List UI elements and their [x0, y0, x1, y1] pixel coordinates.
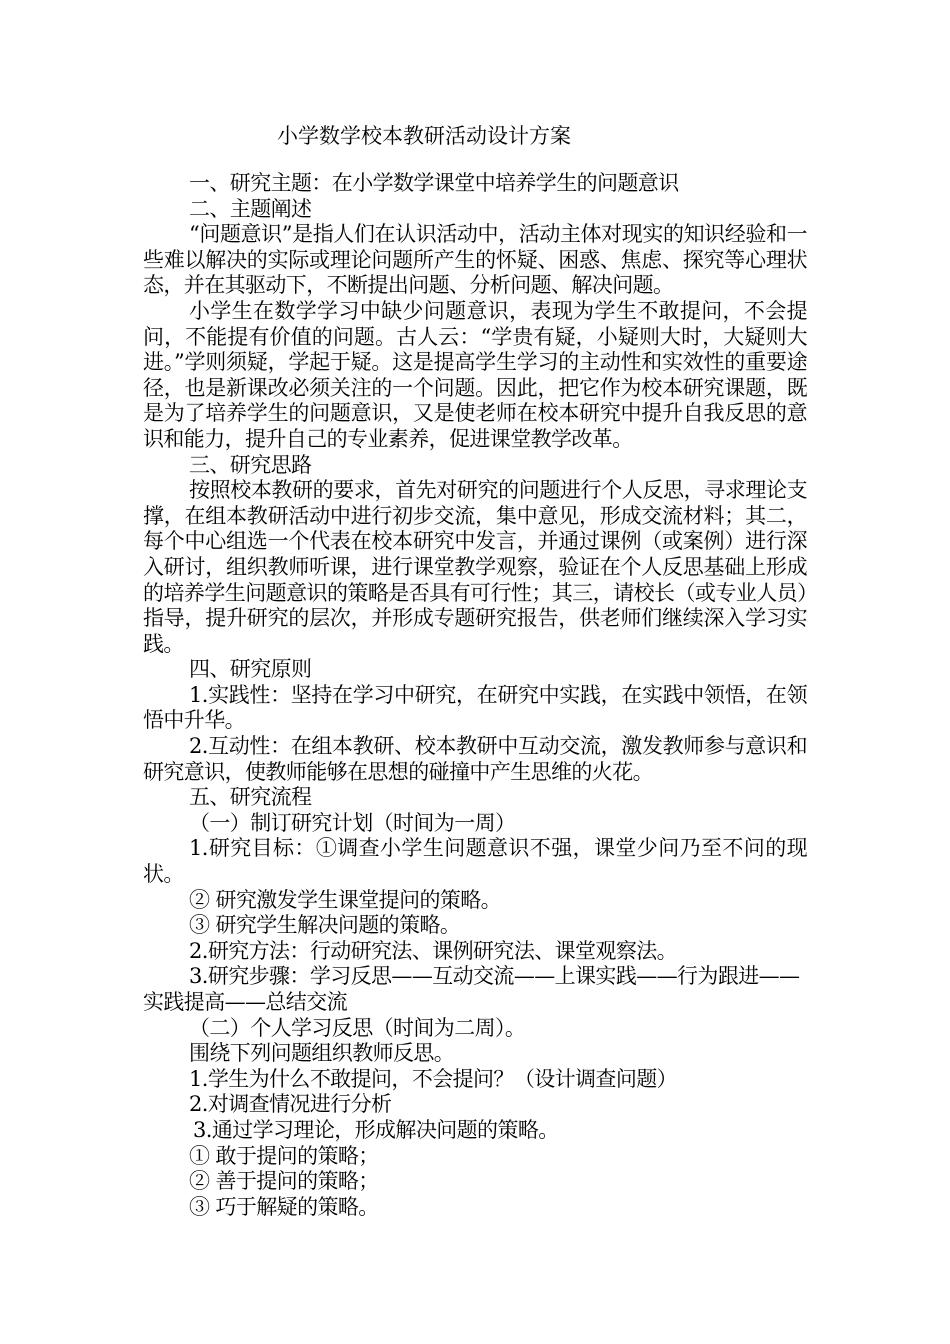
- research-goal-item-3: ③ 研究学生解决问题的策略。: [189, 913, 461, 938]
- research-goal-item-2: ② 研究激发学生课堂提问的策略。: [189, 887, 502, 912]
- research-methods: 2.研究方法：行动研究法、课例研究法、课堂观察法。: [189, 938, 678, 963]
- strategy-item-2: ② 善于提问的策略；: [189, 1169, 379, 1194]
- heading-theme-elaboration: 二、主题阐述: [189, 196, 312, 221]
- principle-interactivity: 2.互动性：在组本教研、校本教研中互动交流，激发教师参与意识和研究意识，使教师能够在思想的碰撞中产生思维的火花。: [143, 734, 807, 784]
- heading-research-approach: 三、研究思路: [189, 452, 312, 477]
- heading-research-principles: 四、研究原则: [189, 657, 312, 682]
- reflection-question-3: 3.通过学习理论，形成解决问题的策略。: [193, 1117, 559, 1142]
- paragraph-research-approach: 按照校本教研的要求，首先对研究的问题进行个人反思，寻求理论支撑，在组本教研活动中进行初步交流，集中意见，形成交流材料；其二，每个中心组选一个代表在校本研究中发言，并通过课例（或案例）进行深入研讨，组织教师听课，进行课堂教学观察，验证在个人反思基础上形成的培养学生问题意识的策略是否具有可行性；其三，请校长（或专业人员）指导，提升研究的层次，并形成专题研究报告，供老师们继续深入学习实践。: [143, 478, 807, 656]
- research-goal: 1.研究目标：①调查小学生问题意识不强，课堂少问乃至不问的现状。: [143, 836, 807, 887]
- reflection-question-2: 2.对调查情况进行分析: [189, 1092, 392, 1117]
- document-body: [143, 171, 807, 1220]
- strategy-item-1: ① 敢于提问的策略；: [189, 1143, 379, 1168]
- research-steps: 3.研究步骤：学习反思——互动交流——上课实践——行为跟进——实践提高——总结交流: [143, 964, 800, 1014]
- reflection-question-1: 1.学生为什么不敢提问，不会提问？（设计调查问题）: [189, 1066, 678, 1091]
- heading-research-topic: 一、研究主题：在小学数学课堂中培养学生的问题意识: [189, 171, 679, 195]
- subheading-personal-reflection: （二）个人学习反思（时间为二周）。: [189, 1015, 526, 1040]
- reflection-intro: 围绕下列问题组织教师反思。: [189, 1041, 455, 1066]
- document-title: 小学数学校本教研活动设计方案: [277, 124, 571, 148]
- heading-research-process: 五、研究流程: [189, 785, 312, 810]
- subheading-research-plan: （一）制订研究计划（时间为一周）: [189, 810, 516, 835]
- principle-practicality: 1.实践性：坚持在学习中研究，在研究中实践，在实践中领悟，在领悟中升华。: [143, 682, 807, 733]
- strategy-item-3: ③ 巧于解疑的策略。: [189, 1194, 379, 1219]
- paragraph-problem-awareness-definition: “问题意识”是指人们在认识活动中，活动主体对现实的知识经验和一些难以解决的实际或理论问题所产生的怀疑、困惑、焦虑、探究等心理状态，并在其驱动下，不断提出问题、分析问题、解决问题。: [143, 222, 807, 298]
- paragraph-problem-awareness-lack: 小学生在数学学习中缺少问题意识，表现为学生不敢提问，不会提问，不能提有价值的问题。古人云：“学贵有疑，小疑则大时，大疑则大进。”学则须疑，学起于疑。这是提高学生学习的主动性和实效性的重要途径，也是新课改必须关注的一个问题。因此，把它作为校本研究课题，既是为了培养学生的问题意识，又是使老师在校本研究中提升自我反思的意识和能力，提升自己的专业素养，促进课堂教学改革。: [143, 298, 807, 451]
